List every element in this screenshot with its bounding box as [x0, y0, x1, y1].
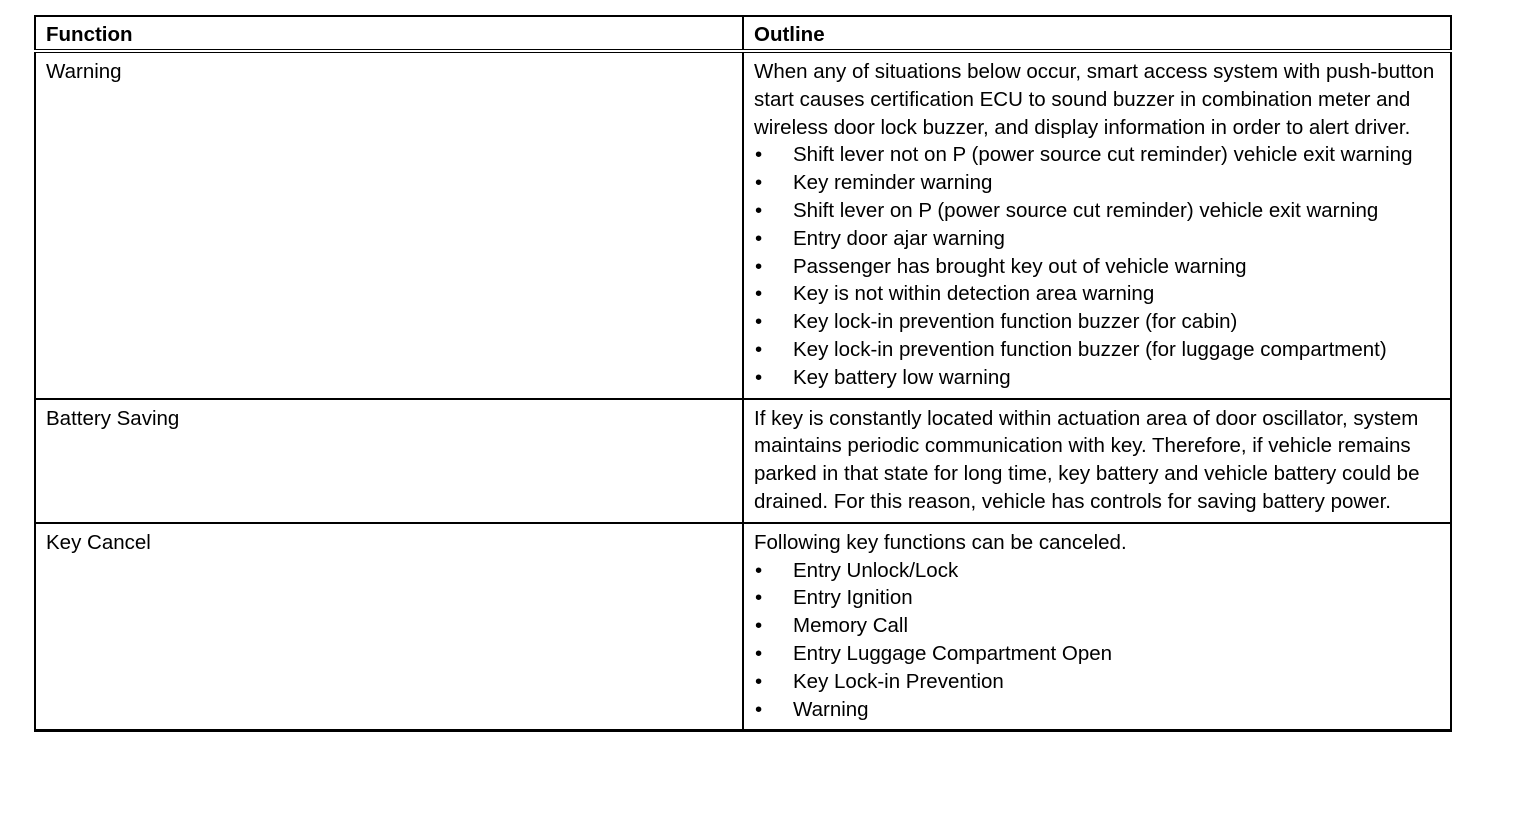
outline-intro: Following key functions can be canceled.	[754, 530, 1127, 554]
list-item	[754, 169, 1442, 197]
table-header-row	[35, 16, 1451, 51]
outline-intro: If key is constantly located within actuation area of door oscillator, system maintains periodic communication with key. Therefore, if vehicle remains parked in that state for long time, key battery and vehicle battery could be drained. For this reason, vehicle has controls for saving battery power.	[754, 406, 1420, 513]
list-item	[754, 197, 1442, 225]
bullet-icon: •	[755, 226, 763, 250]
list-item-text: Passenger has brought key out of vehicle warning	[793, 254, 1247, 278]
list-item-text: Key battery low warning	[793, 365, 1011, 389]
bullet-icon: •	[755, 337, 763, 361]
list-item	[754, 668, 1442, 696]
function-outline-table	[34, 15, 1452, 732]
bullet-icon: •	[755, 143, 763, 167]
bullet-icon: •	[755, 198, 763, 222]
list-item-text: Warning	[793, 697, 869, 721]
list-item	[754, 584, 1442, 612]
bullet-list	[754, 557, 1442, 724]
bullet-icon: •	[755, 558, 763, 582]
list-item-text: Key lock-in prevention function buzzer (for luggage compartment)	[793, 337, 1387, 361]
list-item-text: Shift lever on P (power source cut reminder) vehicle exit warning	[793, 198, 1379, 222]
list-item-text: Key reminder warning	[793, 171, 993, 195]
function-cell: Warning	[35, 51, 743, 399]
list-item	[754, 253, 1442, 281]
list-item	[754, 696, 1442, 724]
list-item	[754, 612, 1442, 640]
table-row-key-cancel	[35, 523, 1451, 731]
list-item	[754, 364, 1442, 392]
list-item-text: Key Lock-in Prevention	[793, 669, 1004, 693]
outline-cell	[743, 523, 1451, 731]
list-item-text: Memory Call	[793, 614, 909, 638]
list-item-text: Shift lever not on P (power source cut reminder) vehicle exit warning	[793, 143, 1413, 167]
list-item-text: Entry Ignition	[793, 586, 913, 610]
bullet-icon: •	[755, 586, 763, 610]
list-item	[754, 336, 1442, 364]
bullet-icon: •	[755, 310, 763, 334]
list-item	[754, 308, 1442, 336]
list-item	[754, 557, 1442, 585]
bullet-icon: •	[755, 669, 763, 693]
bullet-list	[754, 141, 1442, 391]
list-item	[754, 225, 1442, 253]
outline-intro: When any of situations below occur, smart access system with push-button start causes certification ECU to sound buzzer in combination meter and wireless door lock buzzer, and display information in order to alert driver.	[754, 60, 1435, 139]
table-row-battery-saving	[35, 399, 1451, 523]
list-item-text: Entry door ajar warning	[793, 226, 1005, 250]
bullet-icon: •	[755, 365, 763, 389]
bullet-icon: •	[755, 697, 763, 721]
bullet-icon: •	[755, 282, 763, 306]
outline-column-header: Outline	[743, 16, 1451, 51]
bullet-icon: •	[755, 254, 763, 278]
list-item-text: Entry Unlock/Lock	[793, 558, 959, 582]
bullet-icon: •	[755, 614, 763, 638]
bullet-icon: •	[755, 641, 763, 665]
function-column-header: Function	[35, 16, 743, 51]
list-item	[754, 280, 1442, 308]
function-cell: Battery Saving	[35, 399, 743, 523]
list-item-text: Key is not within detection area warning	[793, 282, 1155, 306]
function-cell: Key Cancel	[35, 523, 743, 731]
list-item-text: Entry Luggage Compartment Open	[793, 641, 1113, 665]
list-item	[754, 640, 1442, 668]
table-row-warning	[35, 51, 1451, 399]
bullet-icon: •	[755, 171, 763, 195]
list-item-text: Key lock-in prevention function buzzer (for cabin)	[793, 310, 1238, 334]
list-item	[754, 141, 1442, 169]
outline-cell	[743, 399, 1451, 523]
outline-cell	[743, 51, 1451, 399]
